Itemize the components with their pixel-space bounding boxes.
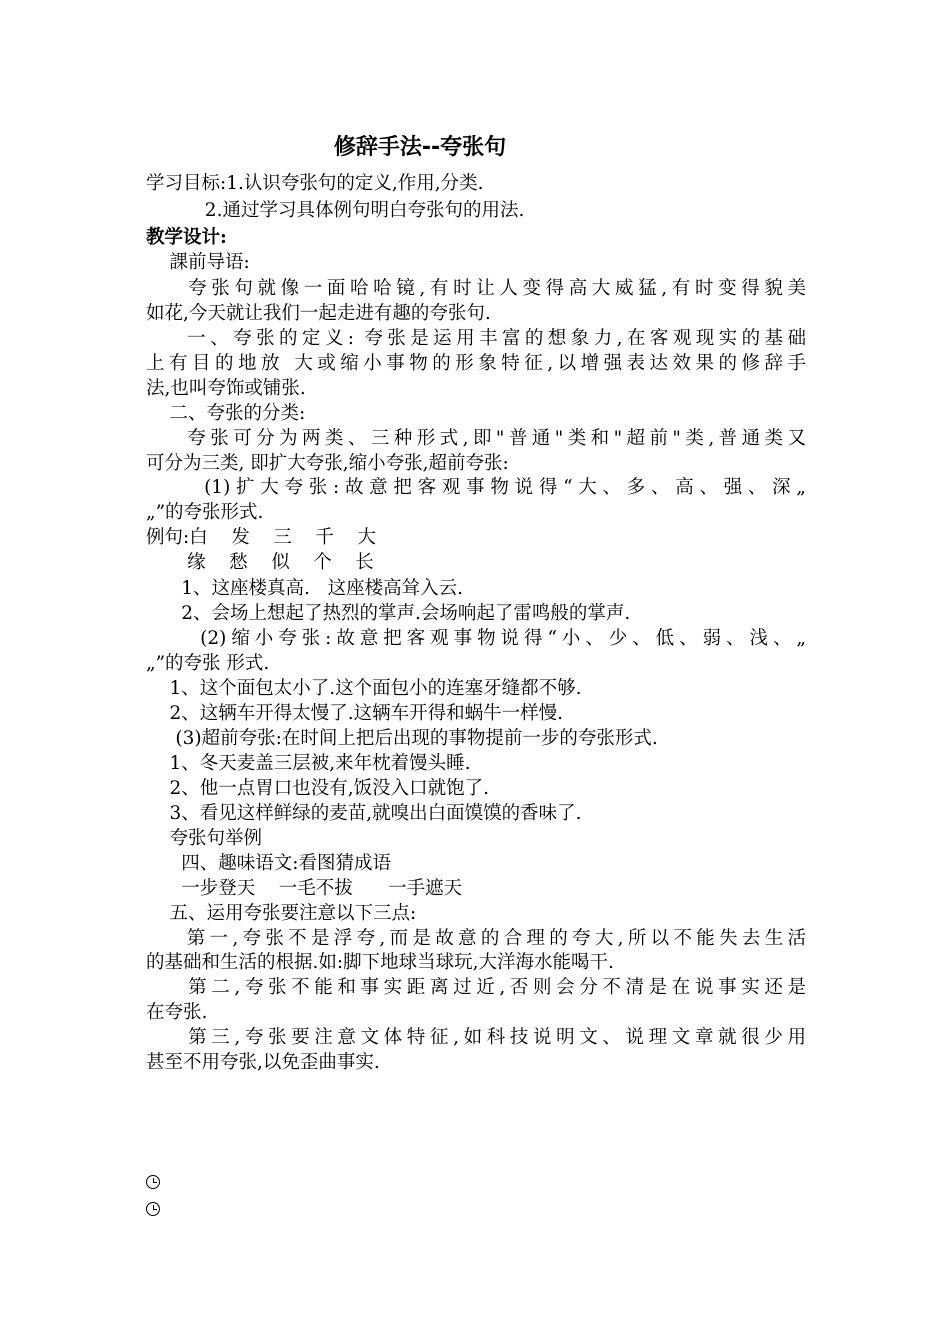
clock-icon <box>146 1175 160 1189</box>
example-line: 1、这座楼真高. 这座楼高耸入云. <box>146 578 463 599</box>
example-line: 2、这辆车开得太慢了.这辆车开得和蜗牛一样慢. <box>146 703 564 724</box>
definition-line: 上有目的地放 大或缩小事物的形象特征,以增强表达效果的修辞手 <box>146 353 806 374</box>
example-line: 2、他一点胃口也没有,饭没入口就饱了. <box>146 778 490 799</box>
paragraph-line: 夸张可分为两类、三种形式,即"普通"类和"超前"类,普通类又 <box>146 428 806 449</box>
example-line: 2、会场上想起了热烈的掌声.会场响起了雷鸣般的掌声. <box>146 603 631 624</box>
notes-heading: 五、运用夸张要注意以下三点: <box>146 903 417 924</box>
definition-line: 法,也叫夸饰或铺张. <box>146 378 306 399</box>
clock-icon <box>146 1202 160 1216</box>
expansion-definition-line: „”的夸张形式. <box>146 502 264 523</box>
example-line: 1、冬天麦盖三层被,来年枕着馒头睡. <box>146 753 471 774</box>
expansion-definition-line: (1)扩大夸张:故意把客观事物说得“大、多、高、强、深„ <box>146 477 806 498</box>
lead-in-heading: 課前导语: <box>146 252 250 273</box>
shrink-definition-line: (2)缩小夸张:故意把客观事物说得“小、少、低、弱、浅、„ <box>146 628 806 649</box>
note-line: 在夸张. <box>146 1002 208 1023</box>
idioms-line: 一步登天 一毛不拔 一手遮天 <box>146 878 463 899</box>
shrink-definition-line: „”的夸张 形式. <box>146 653 270 674</box>
document-title: 修辞手法--夸张句 <box>333 135 507 160</box>
advance-definition-line: (3)超前夸张:在时间上把后出现的事物提前一步的夸张形式. <box>146 728 658 749</box>
example-line: 3、看见这样鲜绿的麦苗,就嗅出白面馍馍的香味了. <box>146 803 582 824</box>
example-poem-line-1: 例句:白 发 三 千 大 <box>146 527 376 548</box>
note-line: 第三,夸张要注意文体特征,如科技说明文、说理文章就很少用 <box>146 1027 806 1048</box>
example-line: 1、这个面包太小了.这个面包小的连塞牙缝都不够. <box>146 678 582 699</box>
definition-line: 一、夸张的定义: 夸张是运用丰富的想象力,在客观现实的基础 <box>146 328 806 349</box>
note-line: 第二,夸张不能和事实距离过近,否则会分不清是在说事实还是 <box>146 977 806 998</box>
paragraph-line: 夸张句就像一面哈哈镜,有时让人变得高大威猛,有时变得貌美 <box>146 278 806 299</box>
note-line: 的基础和生活的根据.如:脚下地球当球玩,大洋海水能喝干. <box>146 952 614 973</box>
examples-heading: 夸张句举例 <box>146 828 263 849</box>
learning-goal-line-1: 学习目标:1.认识夸张句的定义,作用,分类. <box>146 173 484 194</box>
teaching-design-heading: 教学设计: <box>146 227 227 248</box>
note-line: 甚至不用夸张,以免歪曲事实. <box>146 1052 380 1073</box>
fun-chinese-heading: 四、趣味语文:看图猜成语 <box>146 853 392 874</box>
note-line: 第一,夸张不是浮夸,而是故意的合理的夸大,所以不能失去生活 <box>146 928 806 949</box>
classification-heading: 二、夸张的分类: <box>146 403 306 424</box>
paragraph-line: 可分为三类, 即扩大夸张,缩小夸张,超前夸张: <box>146 453 509 474</box>
example-poem-line-2: 缘 愁 似 个 长 <box>146 552 374 573</box>
learning-goal-line-2: 2.通过学习具体例句明白夸张句的用法. <box>146 200 525 221</box>
paragraph-line: 如花,今天就让我们一起走进有趣的夸张句. <box>146 303 491 324</box>
